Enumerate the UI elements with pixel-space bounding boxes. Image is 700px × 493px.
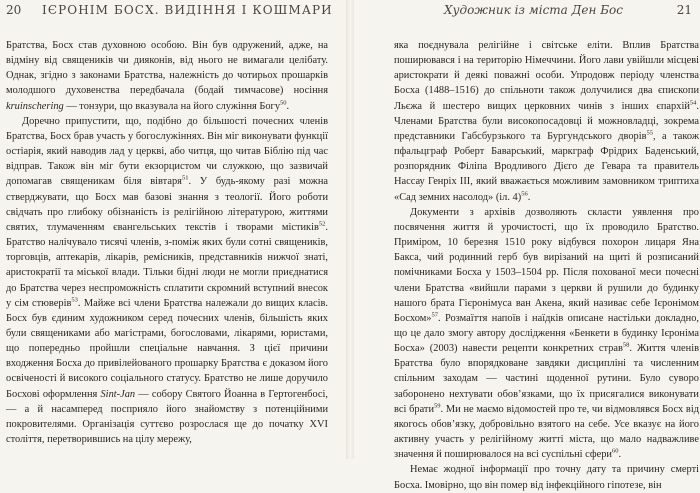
left-page-body	[6, 38, 328, 447]
right-page-number: 21	[676, 3, 692, 17]
right-running-title: Художник із міста Ден Бос	[444, 3, 623, 17]
right-page-body	[394, 38, 699, 493]
left-running-title: ІЄРОНІМ БОСХ. ВИДІННЯ І КОШМАРИ	[42, 3, 333, 17]
paragraph: Немає жодної інформації про точну дату та причину смерті Босха. Імовірно, що він помер від інфекційного гіпотезе, він	[394, 464, 699, 491]
left-page-number: 20	[6, 3, 22, 17]
paragraph: яка поєднувала релігійне і світське еліти. Вплив Братства поширювався і на територію Німеччини. Його лави увійшли місцеві аристократи й деякі поважні особи. Упродовж періоду членства Босха (1488–1516) до спільноти також долучилися два єпископи Льєжа й шестеро вищих церковних чинів з інших єпархій$^{54}$. Членами Братства були високопосадовці й можновладці, зокрема представники Габсбурзького та Бургундського дворів$^{55}$, а також пфальцграф Роберт Баварський, маркграф Фрідрих Баденський, розпорядник Філіпа Вродливого Дієго де Гевара та правитель Нассау Генріх III, який вважається можливим замовником триптиха «Сад земних насолод» (іл. 4)$^{56}$.	[394, 40, 699, 203]
book-gutter	[346, 0, 354, 459]
paragraph: Братства, Босх став духовною особою. Він був одружений, адже, на відміну від священиків чи дияконів, від нього не вимагали целібату. Однак, згідно з законами Братства, належність до чотирьох прошарків молодшого духовенства передбачала (бодай тимчасове) носіння kruinschering — тонзури, що вказувала на його служіння Богу$^{50}$.	[6, 40, 328, 112]
right-page	[354, 0, 700, 491]
left-page	[0, 0, 346, 459]
paragraph: Документи з архівів дозволяють скласти уявлення про посвячення життя й урочистості, що їх проводило Братство. Приміром, 10 березня 1510 року відбувся похорон лицаря Яна Бакса, чий родинний герб був вирізаний на щиті й розписаний помічниками Босха у 1503–1504 рр. Після похованої меси почесні члени Братства «вийшли парами з церкви й рушили до будинку нашого брата Гієронімуса ван Акена, який називає себе Ієронімом Босхом»$^{57}$. Розмаїття напоїв і наїдків описане настільки докладно, що це дало змогу автору дослідження «Бенкети в будинку Ієроніма Босха» (2003) навести рецепти конкретних страв$^{58}$. Життя членів Братства було впорядковане завдяки дисципліні та численним спільним заходам — частині щоденної рутини. Було суворо заборонено нехтувати обов’язками, що їх присягалися виконувати всі брати$^{59}$. Ми не маємо відомостей про те, чи відмовлявся Босх від якогось обов’язку, добровільно взятого на себе. Усе вказує на його активну участь у релігійному житті міста, що мало надважливе значення й поширювалося на всі суспільні сфери$^{60}$.	[394, 206, 699, 461]
paragraph: Доречно припустити, що, подібно до більшості почесних членів Братства, Босх брав участь у богослужіннях. Він міг виконувати функції остіарія, який наводив лад у церкві, або читця, що читав Біблію під час відправ. Також він міг бути екзорцистом чи служкою, що зазвичай допомагав священикам біля вівтаря$^{51}$. У будь-якому разі можна стверджувати, що Босх мав базові знання з теології. Його роботи свідчать про глибоку обізнаність із релігійною літературою, життями святих, тлумаченням євангельських текстів і творами містиків$^{52}$. Братство налічувало тисячі членів, з-поміж яких були сотні священиків, торговців, аптекарів, лікарів, ремісників, представників нижчої знаті, аристократії та міської влади. Тільки бідні люди не могли приєднатися до Братства через неспроможність сплатити скромний вступний внесок у сім стюверів$^{53}$. Майже всі члени Братства належали до вищих класів. Босх був єдиним художником серед почесних членів, більшість яких були священиками або магістрами, богословами, лікарями, юристами, що попередньо пройшли спеціальне навчання. З цієї причини входження Босха до привілейованого прошарку Братства є доказом його освіченості й високого соціального статусу. Братство не лише доручило Босхові оформлення Sint-Jan — собору Святого Йоанна в Гертогенбосі,— а й насамперед посприяло його знайомству з потенційними покровителями. Організація суттєво розрослася ще до початку XVI століття, перетворившись на цілу мережу,	[6, 115, 328, 446]
